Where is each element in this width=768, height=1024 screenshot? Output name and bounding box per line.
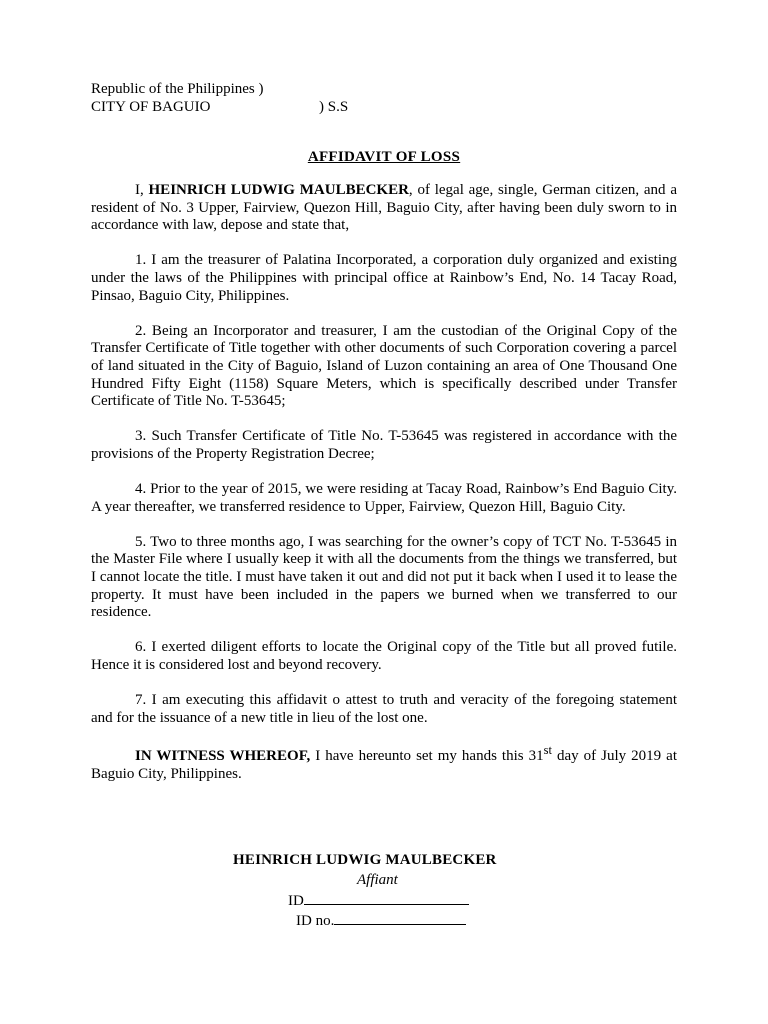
venue-city-text: CITY OF BAGUIO xyxy=(91,99,211,115)
witness-text-b: day of July 2019 at Baguio City, Philippines. xyxy=(91,748,677,782)
id-line xyxy=(288,890,469,911)
paragraph-1: 1. I am the treasurer of Palatina Incorporated, a corporation duly organized and existing under the laws of the Philippines with principal office at Rainbow’s End, No. 14 Tacay Road, Pinsao, Baguio City, Philippines. xyxy=(91,252,677,304)
witness-paragraph xyxy=(91,742,677,783)
id-no-label: ID no. xyxy=(296,913,335,929)
venue-republic-text: Republic of the Philippines ) xyxy=(91,81,264,97)
paragraph-4: 4. Prior to the year of 2015, we were residing at Tacay Road, Rainbow’s End Baguio City. A year thereafter, we transferred residence to Upper, Fairview, Quezon Hill, Baguio City. xyxy=(91,481,677,515)
id-label: ID xyxy=(288,893,304,909)
affidavit-body xyxy=(91,182,677,801)
venue-ss-text: ) S.S xyxy=(319,99,349,115)
affiant-name-bold: HEINRICH LUDWIG MAULBECKER xyxy=(148,182,409,198)
venue-line-republic xyxy=(91,80,348,98)
paragraph-6: 6. I exerted diligent efforts to locate the Original copy of the Title but all proved futile. Hence it is considered lost and beyond recovery. xyxy=(91,639,677,674)
intro-paragraph xyxy=(91,182,677,235)
intro-prefix: I, xyxy=(135,182,149,198)
witness-lead: IN WITNESS WHEREOF, xyxy=(135,748,311,765)
paragraph-5: 5. Two to three months ago, I was searching for the owner’s copy of TCT No. T-53645 in the Master File where I usually keep it with all the documents from the things we transferred, but I cannot locate the title. I must have taken it out and did not put it back when I used it to lease the property. It must have been included in the papers we burned when we transferred to our residence. xyxy=(91,533,677,621)
paragraph-3: 3. Such Transfer Certificate of Title No. T-53645 was registered in accordance with the provisions of the Property Registration Decree; xyxy=(91,428,677,462)
paragraph-7: 7. I am executing this affidavit o attest to truth and veracity of the foregoing statement and for the issuance of a new title in lieu of the lost one. xyxy=(91,692,677,726)
venue-line-city xyxy=(91,98,348,116)
witness-text-a: I have hereunto set my hands this 31 xyxy=(310,748,544,765)
venue-block xyxy=(91,80,348,116)
id-no-line xyxy=(296,910,466,931)
intro-rest: , of legal age, single, German citizen, and a resident of No. 3 Upper, Fairview, Quezon Hill, Baguio City, after having been duly sworn to in accordance with law, depose and state that, xyxy=(91,182,677,234)
signatory-name: HEINRICH LUDWIG MAULBECKER xyxy=(233,852,497,868)
signatory-role: Affiant xyxy=(357,872,398,888)
paragraph-2: 2. Being an Incorporator and treasurer, I am the custodian of the Original Copy of the Transfer Certificate of Title together with other documents of such Corporation covering a parcel of land situated in the City of Baguio, Island of Luzon containing an area of One Thousand One Hundred Fifty Eight (1158) Square Meters, which is specifically described under Transfer Certificate of Title No. T-53645; xyxy=(91,322,677,410)
id-blank-line xyxy=(304,890,469,905)
witness-ordinal-suffix: st xyxy=(543,743,552,758)
id-no-blank-line xyxy=(334,910,466,925)
document-title: AFFIDAVIT OF LOSS xyxy=(307,149,461,165)
